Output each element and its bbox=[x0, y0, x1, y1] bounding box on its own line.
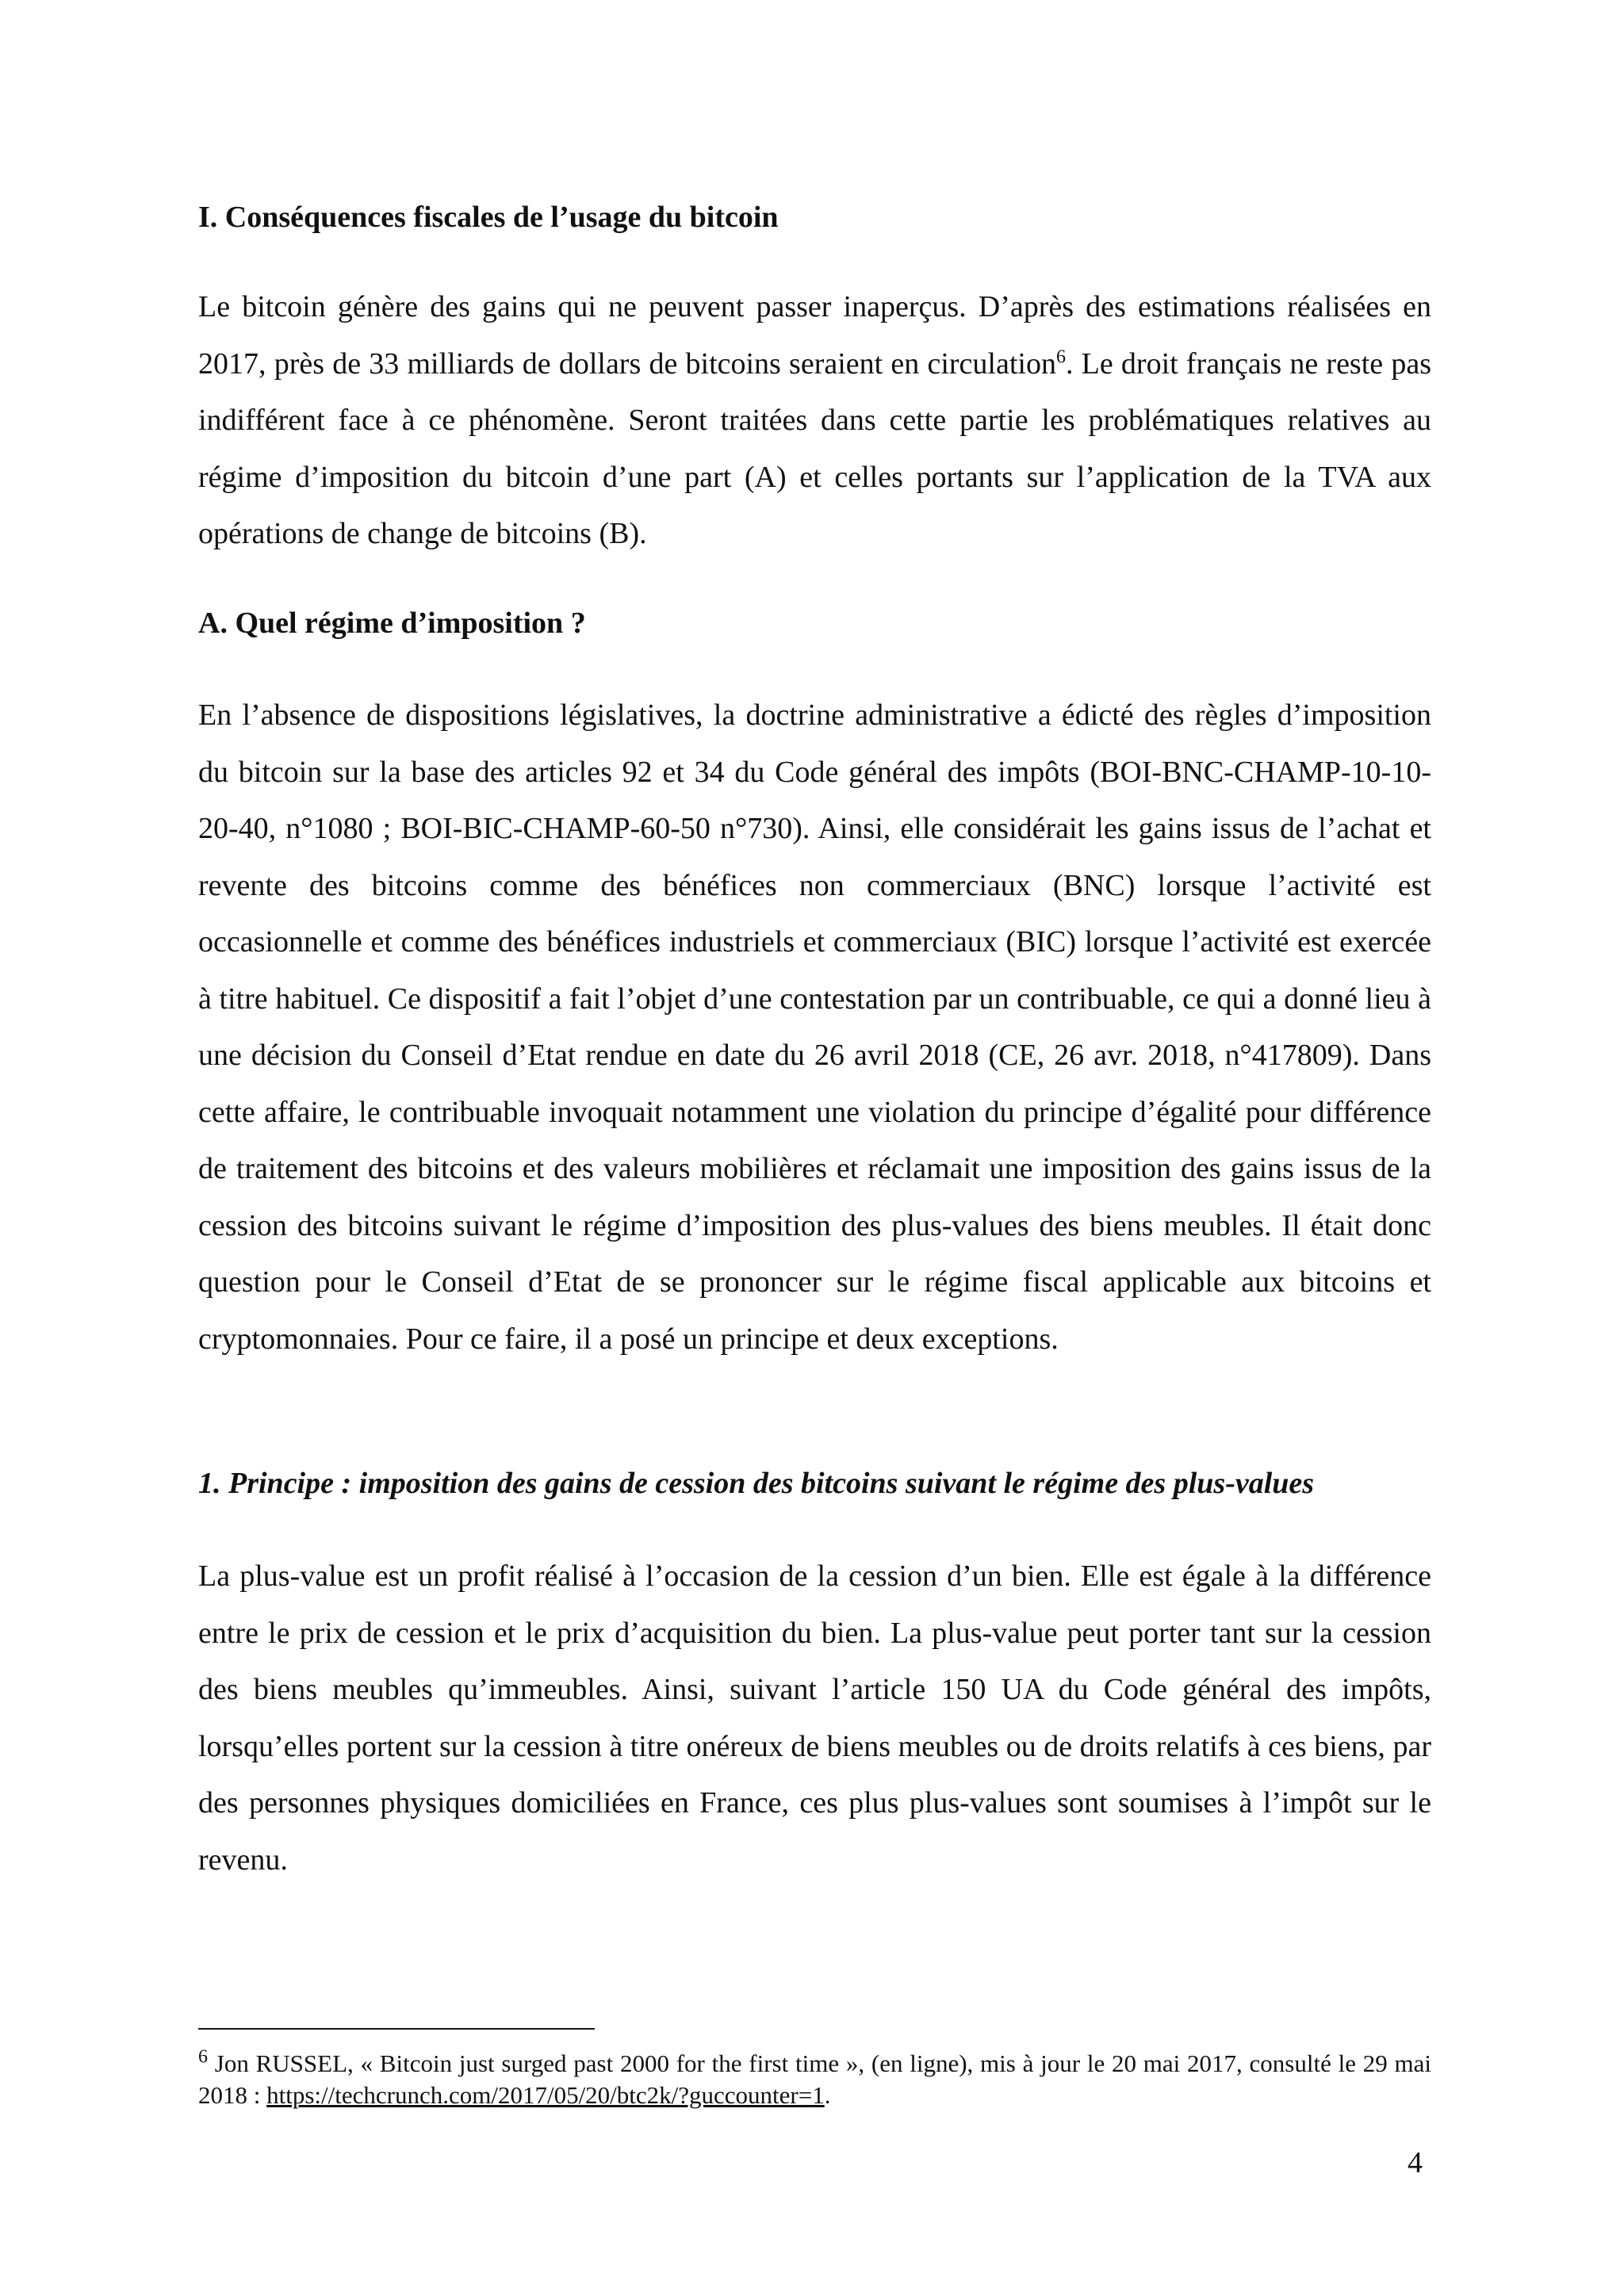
document-page bbox=[198, 0, 1431, 2296]
subsection-paragraph: En l’absence de dispositions législatives, la doctrine administrative a édicté des règles d’imposition du bitcoin sur la base des articles 92 et 34 du Code général des impôts (BOI-BNC-CHAMP-10-10-20-40, n°1080 ; BOI-BIC-CHAMP-60-50 n°730). Ainsi, elle considérait les gains issus de l’achat et revente des bitcoins comme des bénéfices non commerciaux (BNC) lorsque l’activité est occasionnelle et comme des bénéfices industriels et commerciaux (BIC) lorsque l’activité est exercée à titre habituel. Ce dispositif a fait l’objet d’une contestation par un contribuable, ce qui a donné lieu à une décision du Conseil d’Etat rendue en date du 26 avril 2018 (CE, 26 avr. 2018, n°417809). Dans cette affaire, le contribuable invoquait notamment une violation du principe d’égalité pour différence de traitement des bitcoins et des valeurs mobilières et réclamait une imposition des gains issus de la cession des bitcoins suivant le régime d’imposition des plus-values des biens meubles. Il était donc question pour le Conseil d’Etat de se prononcer sur le régime fiscal applicable aux bitcoins et cryptomonnaies. Pour ce faire, il a posé un principe et deux exceptions. bbox=[198, 698, 1431, 1356]
subsection-heading: A. Quel régime d’imposition ? bbox=[198, 607, 586, 640]
page-number: 4 bbox=[1408, 2146, 1423, 2179]
footnote-number: 6 bbox=[198, 2046, 208, 2068]
intro-text-before-note: Le bitcoin génère des gains qui ne peuvent passer inaperçus. D’après des estimations réalisées en 2017, près de 33 milliards de dollars de bitcoins seraient en circulation bbox=[198, 290, 1431, 381]
intro-text-after-note: . Le droit français ne reste pas indifférent face à ce phénomène. Seront traitées dans cette partie les problématiques relatives au régime d’imposition du bitcoin d’une part (A) et celles portants sur l’application de la TVA aux opérations de change de bitcoins (B). bbox=[198, 346, 1431, 550]
footnote-reference[interactable]: 6 bbox=[1055, 346, 1066, 367]
intro-paragraph bbox=[198, 279, 1431, 563]
footnote-end: . bbox=[824, 2081, 831, 2109]
principle-heading: 1. Principe : imposition des gains de cession des bitcoins suivant le régime des plus-values bbox=[198, 1467, 1315, 1500]
footnote-text: Jon RUSSEL, « Bitcoin just surged past 2000 for the first time », (en ligne), mis à jour le 20 mai 2017, consulté le 29 mai 2018 : bbox=[198, 2049, 1431, 2109]
footnote-separator bbox=[198, 2028, 595, 2030]
principle-paragraph: La plus-value est un profit réalisé à l’occasion de la cession d’un bien. Elle est égale à la différence entre le prix de cession et le prix d’acquisition du bien. La plus-value peut porter tant sur la cession des biens meubles qu’immeubles. Ainsi, suivant l’article 150 UA du Code général des impôts, lorsqu’elles portent sur la cession à titre onéreux de biens meubles ou de droits relatifs à ces biens, par des personnes physiques domiciliées en France, ces plus plus-values sont soumises à l’impôt sur le revenu. bbox=[198, 1559, 1431, 1877]
footnote bbox=[198, 2048, 1431, 2111]
footnote-link[interactable]: https://techcrunch.com/2017/05/20/btc2k/?guccounter=1 bbox=[266, 2081, 825, 2109]
section-heading: I. Conséquences fiscales de l’usage du bitcoin bbox=[198, 201, 779, 234]
